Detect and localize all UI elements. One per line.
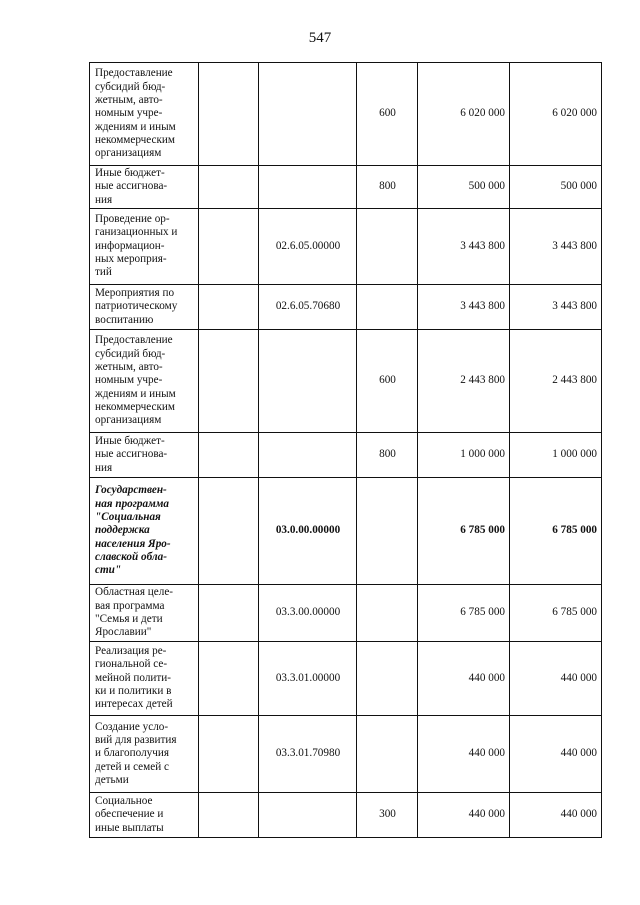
table-row <box>90 641 602 715</box>
row-name-cell: Областная целе- вая программа "Семья и дети Ярославии" <box>90 584 199 641</box>
row-name-cell: Реализация ре- гиональной се- мейной полити- ки и политики в интересах детей <box>90 641 199 715</box>
row-amount-cell: 500 000 <box>510 166 602 209</box>
row-expense-type-cell <box>357 584 418 641</box>
row-empty-cell <box>199 584 259 641</box>
row-name-cell: Мероприятия по патриотическому воспитанию <box>90 284 199 329</box>
row-empty-cell <box>199 432 259 477</box>
row-code-cell <box>259 166 357 209</box>
row-amount-cell: 6 785 000 <box>418 477 510 584</box>
row-amount-cell: 440 000 <box>510 715 602 792</box>
row-amount-cell: 1 000 000 <box>510 432 602 477</box>
row-name-cell: Иные бюджет- ные ассигнова- ния <box>90 166 199 209</box>
table-row <box>90 477 602 584</box>
row-expense-type-cell <box>357 284 418 329</box>
table-row <box>90 63 602 166</box>
row-amount-cell: 440 000 <box>418 715 510 792</box>
row-amount-cell: 440 000 <box>510 792 602 837</box>
row-empty-cell <box>199 284 259 329</box>
row-code-cell: 03.0.00.00000 <box>259 477 357 584</box>
row-expense-type-cell: 800 <box>357 166 418 209</box>
row-expense-type-cell <box>357 715 418 792</box>
row-amount-cell: 6 785 000 <box>510 477 602 584</box>
row-code-cell: 03.3.00.00000 <box>259 584 357 641</box>
row-name-cell: Проведение ор- ганизационных и информацион- ных мероприя- тий <box>90 208 199 284</box>
row-empty-cell <box>199 208 259 284</box>
table-row <box>90 329 602 432</box>
table-row <box>90 284 602 329</box>
row-amount-cell: 2 443 800 <box>418 329 510 432</box>
row-amount-cell: 2 443 800 <box>510 329 602 432</box>
row-expense-type-cell: 800 <box>357 432 418 477</box>
row-code-cell <box>259 63 357 166</box>
row-empty-cell <box>199 329 259 432</box>
row-empty-cell <box>199 641 259 715</box>
row-amount-cell: 500 000 <box>418 166 510 209</box>
row-code-cell: 03.3.01.00000 <box>259 641 357 715</box>
row-code-cell: 02.6.05.70680 <box>259 284 357 329</box>
row-amount-cell: 3 443 800 <box>418 208 510 284</box>
row-expense-type-cell: 600 <box>357 329 418 432</box>
table-row <box>90 715 602 792</box>
row-expense-type-cell: 300 <box>357 792 418 837</box>
row-amount-cell: 440 000 <box>418 641 510 715</box>
row-empty-cell <box>199 715 259 792</box>
row-amount-cell: 6 020 000 <box>510 63 602 166</box>
row-amount-cell: 440 000 <box>418 792 510 837</box>
table-row <box>90 432 602 477</box>
row-code-cell <box>259 432 357 477</box>
row-code-cell: 03.3.01.70980 <box>259 715 357 792</box>
row-amount-cell: 440 000 <box>510 641 602 715</box>
row-name-cell: Иные бюджет- ные ассигнова- ния <box>90 432 199 477</box>
row-amount-cell: 6 020 000 <box>418 63 510 166</box>
table-row <box>90 792 602 837</box>
row-amount-cell: 3 443 800 <box>510 284 602 329</box>
row-empty-cell <box>199 166 259 209</box>
row-amount-cell: 3 443 800 <box>418 284 510 329</box>
row-code-cell: 02.6.05.00000 <box>259 208 357 284</box>
row-amount-cell: 1 000 000 <box>418 432 510 477</box>
table-row <box>90 584 602 641</box>
row-expense-type-cell <box>357 208 418 284</box>
row-amount-cell: 6 785 000 <box>510 584 602 641</box>
row-expense-type-cell <box>357 477 418 584</box>
row-name-cell: Создание усло- вий для развития и благополучия детей и семей с детьми <box>90 715 199 792</box>
row-empty-cell <box>199 792 259 837</box>
row-name-cell: Государствен- ная программа "Социальная поддержка населения Яро- славской обла- сти" <box>90 477 199 584</box>
row-code-cell <box>259 792 357 837</box>
row-expense-type-cell: 600 <box>357 63 418 166</box>
budget-table <box>89 62 602 838</box>
row-empty-cell <box>199 477 259 584</box>
page-number: 547 <box>308 30 332 46</box>
budget-table-body <box>90 63 602 838</box>
row-name-cell: Предоставление субсидий бюд- жетным, авто- номным учре- ждениям и иным некоммерческим организациям <box>90 63 199 166</box>
row-name-cell: Предоставление субсидий бюд- жетным, авто- номным учре- ждениям и иным некоммерческим организациям <box>90 329 199 432</box>
row-name-cell: Социальное обеспечение и иные выплаты <box>90 792 199 837</box>
row-empty-cell <box>199 63 259 166</box>
table-row <box>90 166 602 209</box>
row-amount-cell: 6 785 000 <box>418 584 510 641</box>
table-row <box>90 208 602 284</box>
row-code-cell <box>259 329 357 432</box>
row-expense-type-cell <box>357 641 418 715</box>
row-amount-cell: 3 443 800 <box>510 208 602 284</box>
